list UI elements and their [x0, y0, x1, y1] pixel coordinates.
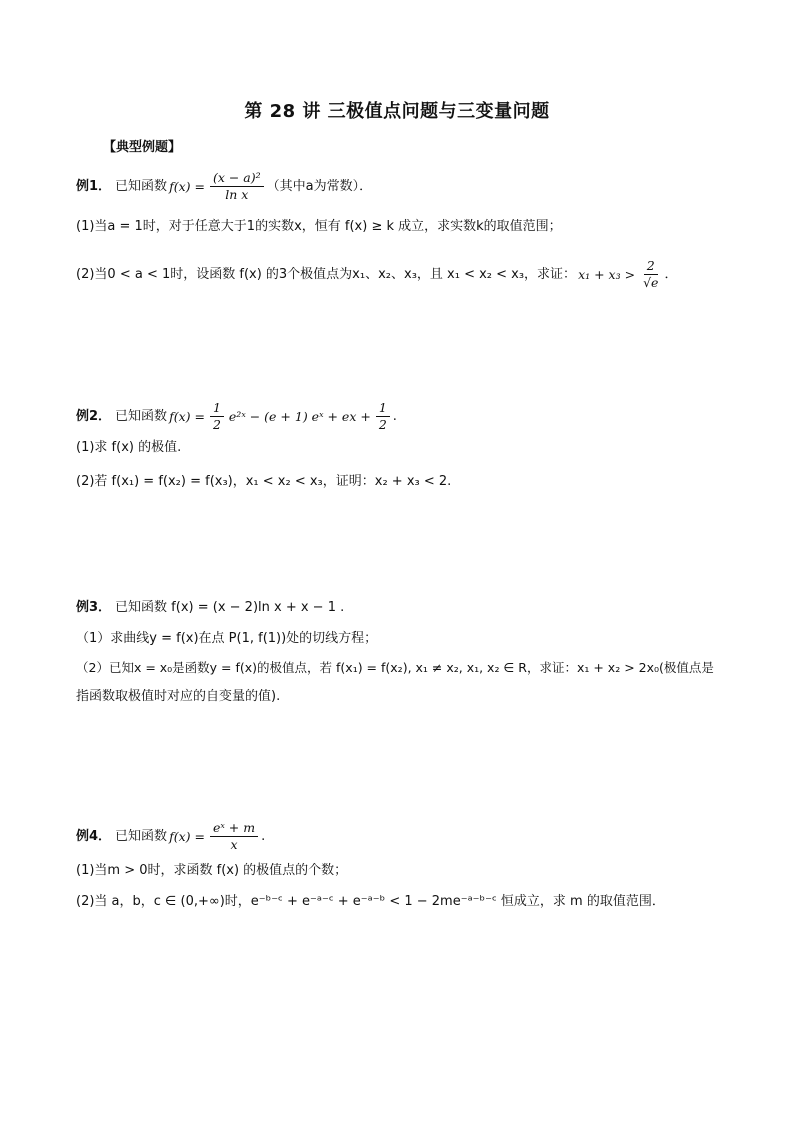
example-1-statement [76, 170, 372, 203]
example-1-intro: 已知函数 [115, 178, 168, 194]
example-1-tail: （其中a为常数）． [266, 178, 373, 194]
example-2-half-numerator: 1 [210, 400, 224, 417]
example-3-label: 例3． [76, 600, 112, 615]
section-heading: 【典型例题】 [103, 140, 182, 155]
example-3-part-1 [76, 630, 377, 648]
example-2-constant-numerator: 1 [376, 400, 390, 417]
example-1-numerator: (x − a)² [210, 170, 264, 187]
example-1-part-2-fraction [640, 258, 661, 291]
example-2-part-1-text: (1)求 f(x) 的极值. [76, 440, 182, 455]
example-1-fraction [210, 170, 264, 203]
example-2-half-fraction [210, 400, 224, 433]
example-4-intro: 已知函数 [115, 828, 168, 844]
example-4-part-1-text: (1)当m > 0时，求函数 f(x) 的极值点的个数； [76, 863, 348, 878]
example-1-label: 例1． [76, 178, 112, 194]
example-4-statement [76, 820, 265, 853]
example-2-function-lhs: f(x) = [169, 408, 205, 424]
example-2-expression: e²ˣ − (e + 1) eˣ + ex + [228, 408, 371, 424]
example-1-part-1-text: (1)当a = 1时，对于任意大于1的实数x，恒有 f(x) ≥ k 成立，求实数k的取值范围； [76, 219, 562, 234]
example-4-numerator: eˣ + m [210, 820, 258, 837]
example-4-denominator: x [230, 837, 238, 852]
example-4-part-2-text: (2)当 a，b，c ∈ (0,+∞)时，e⁻ᵇ⁻ᶜ + e⁻ᵃ⁻ᶜ + e⁻ᵃ⁻ᵇ < 1 − 2me⁻ᵃ⁻ᵇ⁻ᶜ 恒成立，求 m 的取值范围． [76, 894, 665, 909]
example-1-part-2-denominator: √e [643, 275, 659, 290]
example-2-end: . [392, 408, 397, 424]
example-4-function-lhs: f(x) = [169, 828, 205, 844]
example-1-part-2-text: (2)当0 < a < 1时，设函数 f(x) 的3个极值点为x₁、x₂、x₃，且 x₁ < x₂ < x₃，求证： [76, 266, 577, 282]
example-1-part-2-end: ． [664, 266, 678, 282]
example-2-part-2-text: (2)若 f(x₁) = f(x₂) = f(x₃)，x₁ < x₂ < x₃，证明：x₂ + x₃ < 2. [76, 474, 452, 489]
example-4-label: 例4． [76, 828, 112, 844]
example-3-part-1-text: （1）求曲线y = f(x)在点 P(1, f(1))处的切线方程； [76, 631, 378, 646]
example-1-part-2 [76, 258, 677, 291]
example-4-fraction [210, 820, 258, 853]
example-2-part-1 [76, 439, 181, 457]
example-1-part-2-numerator: 2 [644, 258, 658, 275]
example-2-constant-fraction [376, 400, 390, 433]
example-4-part-1 [76, 862, 347, 880]
example-1-part-1 [76, 218, 562, 236]
example-3-statement [76, 599, 344, 617]
example-4-part-2 [76, 893, 665, 911]
example-1-function-lhs: f(x) = [169, 178, 205, 194]
example-1-part-2-inequality: x₁ + x₃ > [578, 266, 636, 282]
example-2-part-2 [76, 473, 451, 491]
example-4-end: . [261, 828, 266, 844]
example-2-intro: 已知函数 [115, 408, 168, 424]
example-3-part-2-continued [76, 688, 280, 706]
page-title: 第 28 讲 三极值点问题与三变量问题 [244, 101, 550, 122]
example-3-part-2 [76, 659, 714, 677]
example-2-label: 例2． [76, 408, 112, 424]
example-2-half-denominator: 2 [212, 417, 221, 432]
example-3-text: 已知函数 f(x) = (x − 2)ln x + x − 1 . [115, 600, 345, 615]
example-2-statement [76, 400, 397, 433]
example-3-part-2-continued-text: 指函数取极值时对应的自变量的值). [76, 689, 281, 704]
example-3-part-2-text: （2）已知x = x₀是函数y = f(x)的极值点，若 f(x₁) = f(x₂), x₁ ≠ x₂, x₁, x₂ ∈ R，求证：x₁ + x₂ > 2x₀(极值点是 [76, 660, 714, 675]
example-2-constant-denominator: 2 [378, 417, 387, 432]
example-1-denominator: ln x [225, 187, 249, 202]
